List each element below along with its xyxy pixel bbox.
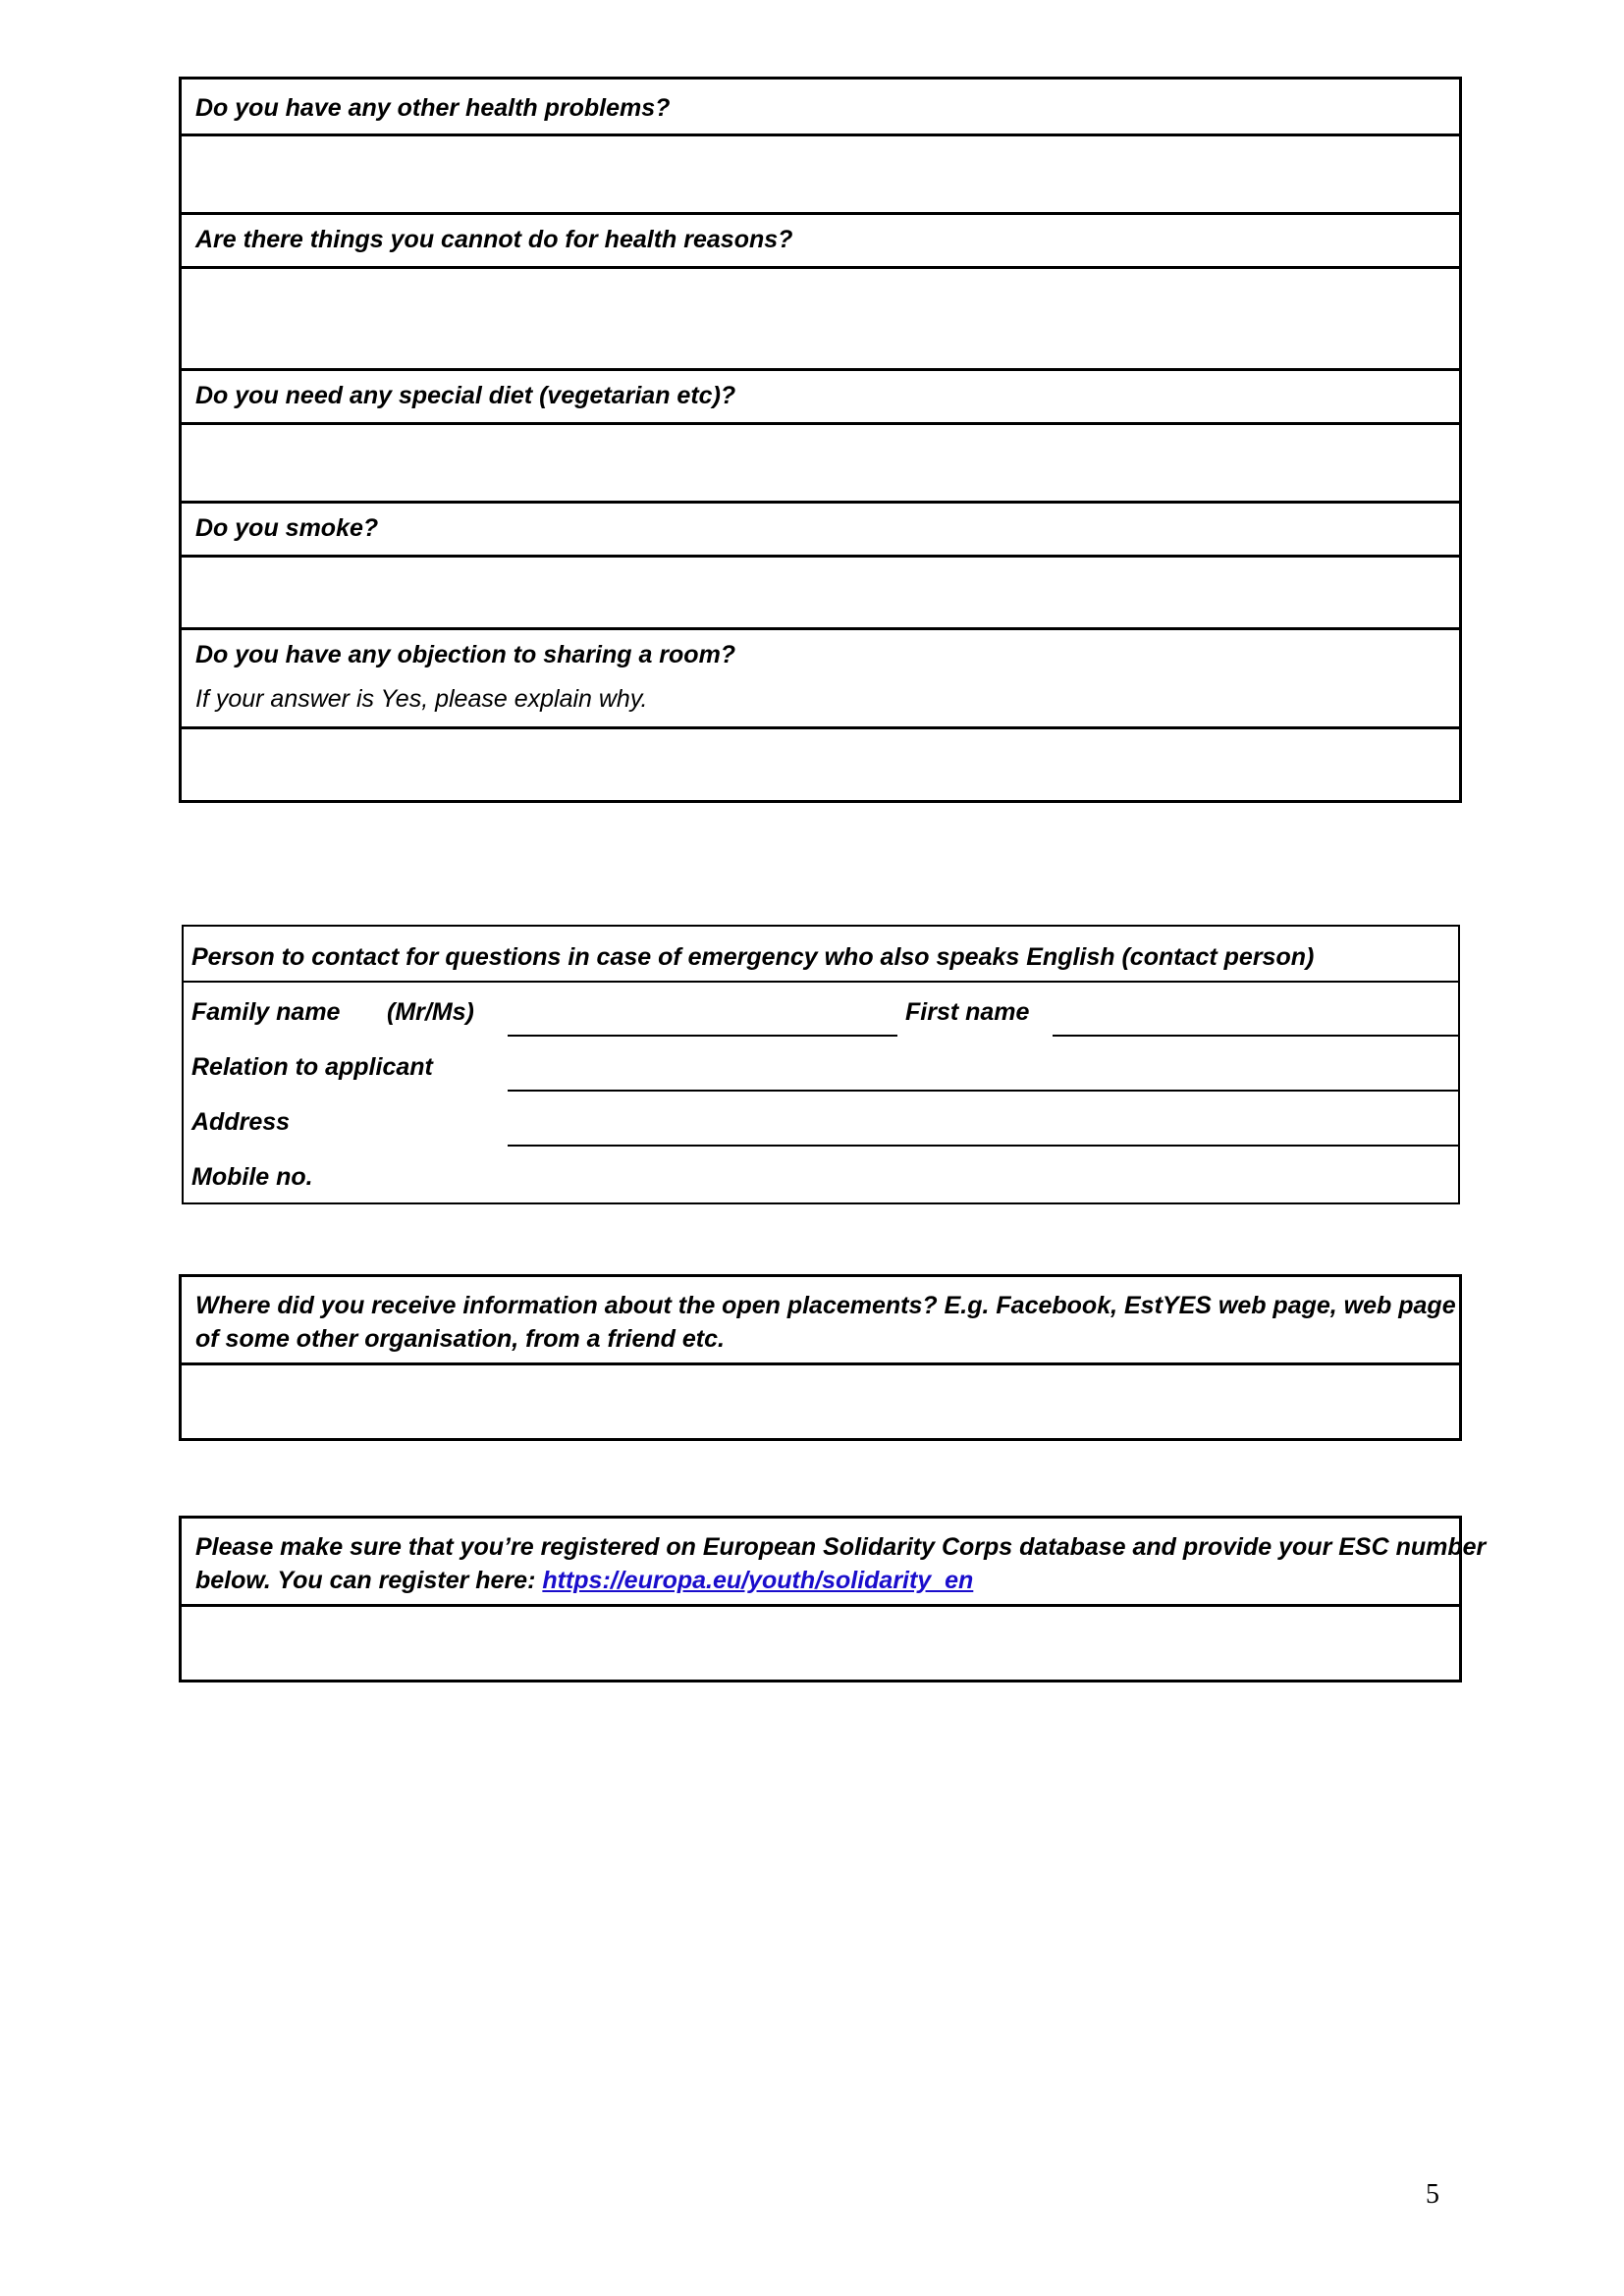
question-sharing-room-hint: If your answer is Yes, please explain why. [195,685,648,713]
esc-instruction-line1: Please make sure that you’re registered on European Solidarity Corps database and provide your ESC number [195,1533,1487,1561]
question-special-diet: Do you need any special diet (vegetarian etc)? [195,382,736,409]
answer-sharing-room[interactable] [182,731,1459,800]
family-name-input[interactable] [508,995,907,1029]
first-name-label: First name [905,998,1030,1026]
address-label: Address [191,1108,291,1136]
emergency-contact-table [182,925,1460,1204]
page-number: 5 [1426,2179,1439,2210]
info-source-table [179,1274,1462,1441]
emergency-contact-heading: Person to contact for questions in case of emergency who also speaks English (contact person) [191,943,1315,971]
esc-register-link[interactable]: https://europa.eu/youth/solidarity_en [542,1567,974,1594]
esc-registration-table [179,1516,1487,1682]
question-sharing-room: Do you have any objection to sharing a room? [195,641,736,668]
esc-number-input[interactable] [182,1609,1459,1680]
relation-input[interactable] [508,1050,1468,1084]
answer-special-diet[interactable] [182,427,1459,498]
answer-cannot-do[interactable] [182,271,1459,365]
info-source-question-line1: Where did you receive information about the open placements? E.g. Facebook, EstYES web page, web page [195,1292,1456,1319]
answer-other-health[interactable] [182,138,1459,209]
first-name-input[interactable] [1053,995,1469,1029]
question-cannot-do: Are there things you cannot do for health reasons? [195,226,793,253]
answer-smoke[interactable] [182,560,1459,624]
family-name-label: Family name [191,998,341,1026]
title-label: (Mr/Ms) [387,998,474,1026]
question-other-health: Do you have any other health problems? [195,94,671,122]
mobile-input[interactable] [508,1160,1468,1194]
esc-instruction-line2-text: below. You can register here: [195,1567,543,1594]
question-smoke: Do you smoke? [195,514,379,542]
info-source-answer[interactable] [182,1367,1459,1438]
mobile-label: Mobile no. [191,1163,313,1191]
health-questions-table [179,77,1462,803]
info-source-question-line2: of some other organisation, from a friend etc. [195,1325,725,1353]
relation-label: Relation to applicant [191,1053,433,1081]
address-input[interactable] [508,1105,1468,1139]
esc-instruction-line2 [195,1564,973,1597]
